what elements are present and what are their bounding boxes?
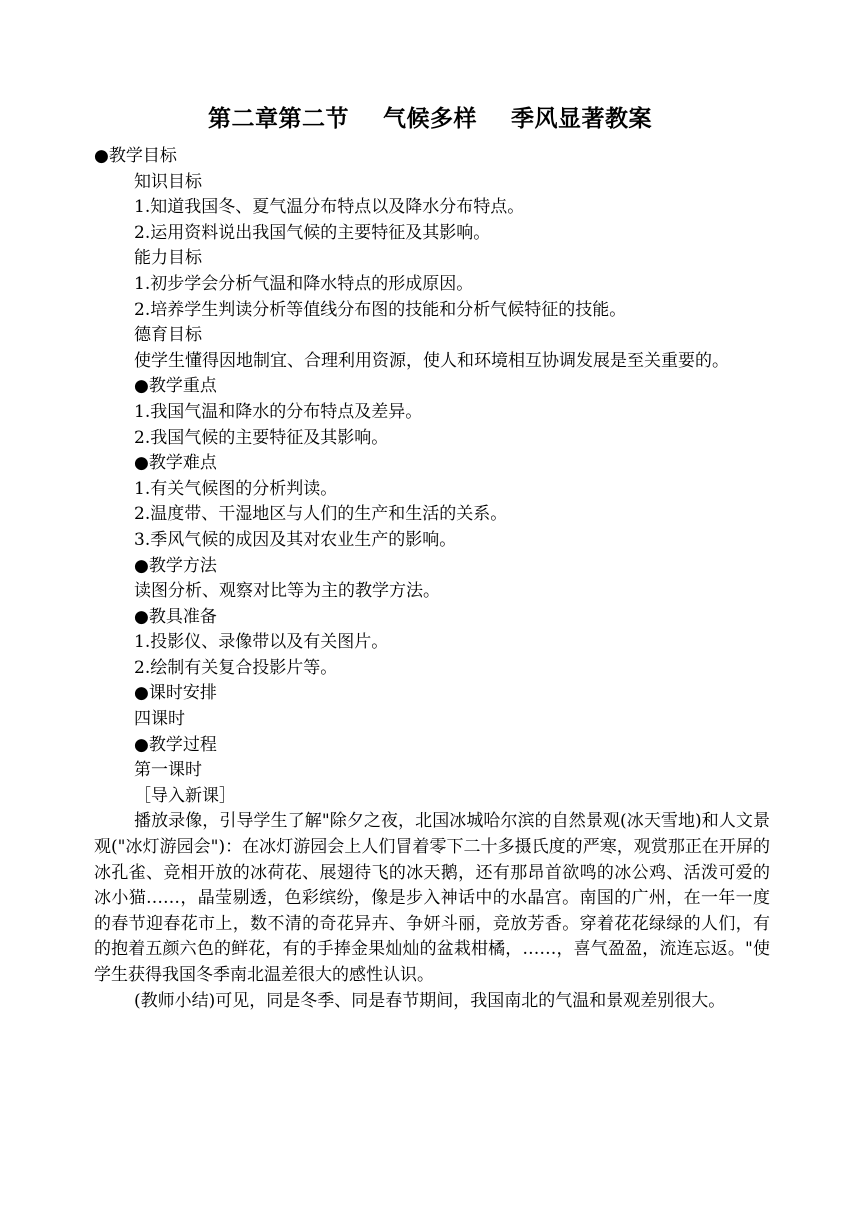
section-heading-process: ●教学过程 — [134, 734, 217, 755]
section-heading-key-points: ●教学重点 — [134, 376, 217, 397]
subheading-ability-goals: 能力目标 — [134, 248, 202, 269]
ability-goal-1: 1.初步学会分析气温和降水特点的形成原因。 — [134, 273, 474, 294]
material-1: 1.投影仪、录像带以及有关图片。 — [134, 632, 389, 653]
section-heading-materials: ●教具准备 — [134, 606, 217, 627]
document-title: 第二章第二节 气候多样 季风显著教案 — [207, 105, 653, 132]
section-heading-methods: ●教学方法 — [134, 555, 217, 576]
section-heading-schedule: ●课时安排 — [134, 683, 217, 704]
methods-text: 读图分析、观察对比等为主的教学方法。 — [134, 581, 440, 602]
intro-paragraph: 播放录像，引导学生了解"除夕之夜，北国冰城哈尔滨的自然景观(冰天雪地)和人文景观("冰灯游园会")：在冰灯游园会上人们冒着零下二十多摄氏度的严寒，观赏那正在开屏的冰孔雀、竞相开放的冰荷花、展翅待飞的冰天鹅，还有那昂首欲鸣的冰公鸡、活泼可爱的冰小猫……，晶莹剔透，色彩缤纷，像是步入神话中的水晶宫。南国的广州，在一年一度的春节迎春花市上，数不清的奇花异卉、争妍斗丽，竞放芳香。穿着花花绿绿的人们，有的抱着五颜六色的鲜花，有的手捧金果灿灿的盆栽柑橘，……，喜气盈盈，流连忘返。"使学生获得我国冬季南北温差很大的感性认识。 — [94, 811, 770, 985]
section-heading-teaching-goals: ●教学目标 — [94, 146, 177, 166]
summary-paragraph: (教师小结)可见，同是冬季、同是春节期间，我国南北的气温和景观差别很大。 — [134, 990, 726, 1011]
knowledge-goal-1: 1.知道我国冬、夏气温分布特点以及降水分布特点。 — [134, 197, 525, 218]
key-point-1: 1.我国气温和降水的分布特点及差异。 — [134, 401, 423, 422]
document-body — [94, 144, 770, 1014]
difficulty-3: 3.季风气候的成因及其对农业生产的影响。 — [134, 529, 457, 550]
knowledge-goal-2: 2.运用资料说出我国气候的主要特征及其影响。 — [134, 222, 491, 243]
difficulty-1: 1.有关气候图的分析判读。 — [134, 478, 338, 499]
section-heading-difficulties: ●教学难点 — [134, 453, 217, 474]
key-point-2: 2.我国气候的主要特征及其影响。 — [134, 427, 389, 448]
intro-heading: ［导入新课］ — [134, 785, 236, 806]
subheading-moral-goals: 德育目标 — [134, 325, 202, 346]
first-lesson-heading: 第一课时 — [134, 760, 202, 781]
material-2: 2.绘制有关复合投影片等。 — [134, 657, 338, 678]
difficulty-2: 2.温度带、干湿地区与人们的生产和生活的关系。 — [134, 504, 508, 525]
ability-goal-2: 2.培养学生判读分析等值线分布图的技能和分析气候特征的技能。 — [134, 299, 627, 320]
schedule-text: 四课时 — [134, 709, 185, 730]
subheading-knowledge-goals: 知识目标 — [134, 171, 202, 192]
moral-goal-paragraph: 使学生懂得因地制宜、合理利用资源，使人和环境相互协调发展是至关重要的。 — [134, 350, 729, 371]
